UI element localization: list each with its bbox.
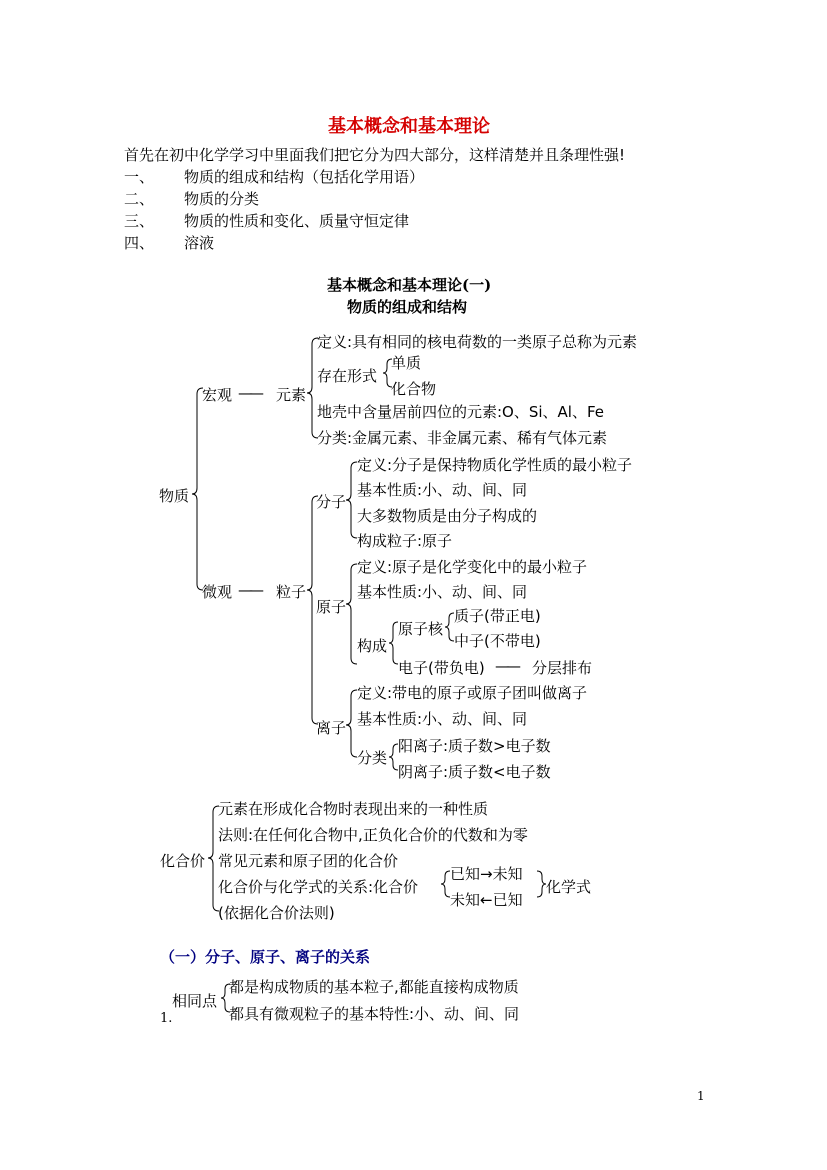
similarities-label: 相同点 (172, 992, 218, 1010)
anion: 阴离子:质子数<电子数 (398, 763, 551, 781)
valence-common: 常见元素和原子团的化合价 (218, 852, 399, 870)
chemical-formula: 化学式 (546, 878, 592, 896)
node-atom: 原子 (316, 598, 347, 616)
node-macro: 宏观 (202, 386, 233, 404)
intro-paragraph: 首先在初中化学学习中里面我们把它分为四大部分，这样清楚并且条理性强! (124, 146, 626, 164)
node-ion: 离子 (316, 719, 347, 737)
valence-formula-relation: 化合价与化学式的关系:化合价 (218, 878, 419, 896)
cation: 阳离子:质子数>电子数 (398, 737, 551, 755)
node-element: 元素 (276, 386, 307, 404)
item-number: 1. (160, 1011, 173, 1026)
node-existence: 存在形式 (317, 367, 378, 385)
part-text: 物质的分类 (184, 190, 260, 208)
molecule-definition: 定义:分子是保持物质化学性质的最小粒子 (357, 456, 633, 474)
neutron: 中子(不带电) (454, 632, 541, 650)
electron-layers: 分层排布 (532, 659, 593, 677)
element-classification: 分类:金属元素、非金属元素、稀有气体元素 (317, 429, 608, 447)
node-molecule: 分子 (316, 493, 347, 511)
electron: 电子(带负电) (398, 659, 485, 677)
valence-definition: 元素在形成化合物时表现出来的一种性质 (218, 800, 489, 818)
simple-substance: 单质 (391, 354, 422, 372)
node-valence: 化合价 (160, 852, 206, 870)
similarity-2: 都具有微观粒子的基本特性:小、动、间、同 (229, 1005, 520, 1023)
part-number: 二、 (124, 190, 155, 208)
part-number: 一、 (124, 168, 155, 186)
molecule-note: 大多数物质是由分子构成的 (357, 507, 538, 525)
node-composition: 构成 (357, 637, 388, 655)
node-micro: 微观 (202, 583, 233, 601)
unknown-to-known: 未知←已知 (450, 891, 523, 909)
known-to-unknown: 已知→未知 (450, 865, 523, 883)
node-particle: 粒子 (276, 583, 307, 601)
crust-elements: 地壳中含量居前四位的元素:O、Si、Al、Fe (317, 403, 605, 421)
part-text: 物质的组成和结构（包括化学用语） (184, 168, 425, 186)
section-subtitle: 物质的组成和结构 (347, 298, 468, 316)
section-title: 基本概念和基本理论(一) (327, 276, 492, 294)
ion-property: 基本性质:小、动、间、同 (357, 710, 528, 728)
molecule-composition: 构成粒子:原子 (357, 532, 453, 550)
node-nucleus: 原子核 (398, 620, 444, 638)
part-number: 四、 (124, 234, 155, 252)
part-text: 溶液 (184, 234, 215, 252)
element-definition: 定义:具有相同的核电荷数的一类原子总称为元素 (317, 333, 638, 351)
part-number: 三、 (124, 212, 155, 230)
proton: 质子(带正电) (454, 607, 541, 625)
relation-heading: （一）分子、原子、离子的关系 (160, 948, 371, 966)
compound: 化合物 (391, 380, 437, 398)
document-title: 基本概念和基本理论 (328, 116, 490, 137)
dash-connector: —— (495, 657, 517, 675)
molecule-property: 基本性质:小、动、间、同 (357, 481, 528, 499)
valence-basis: (依据化合价法则) (218, 904, 335, 922)
ion-definition: 定义:带电的原子或原子团叫做离子 (357, 684, 588, 702)
atom-property: 基本性质:小、动、间、同 (357, 583, 528, 601)
dash-connector: —— (238, 581, 260, 599)
similarity-1: 都是构成物质的基本粒子,都能直接构成物质 (229, 978, 519, 996)
node-ion-classification: 分类 (357, 749, 388, 767)
atom-definition: 定义:原子是化学变化中的最小粒子 (357, 558, 588, 576)
dash-connector: —— (238, 384, 260, 402)
part-text: 物质的性质和变化、质量守恒定律 (184, 212, 410, 230)
valence-rule: 法则:在任何化合物中,正负化合价的代数和为零 (218, 826, 528, 844)
node-substance: 物质 (159, 487, 190, 505)
page-number: 1 (697, 1089, 705, 1103)
